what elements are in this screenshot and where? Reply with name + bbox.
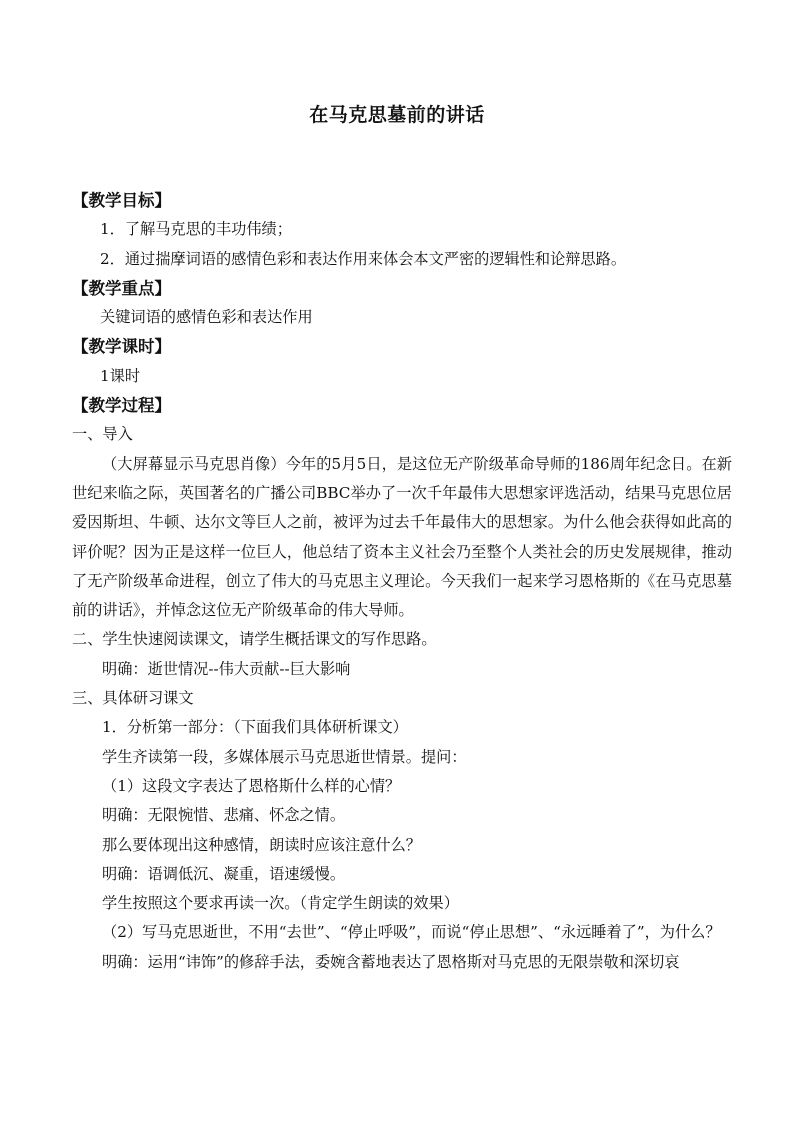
reread-instruction: 学生按照这个要求再读一次。（肯定学生朗读的效果） bbox=[102, 894, 459, 913]
question-1b: 那么要体现出这种感情，朗读时应该注意什么？ bbox=[102, 835, 421, 854]
answer-1: 明确：无限惋惜、悲痛、怀念之情。 bbox=[102, 806, 345, 825]
focus-heading: 【教学重点】 bbox=[72, 278, 171, 298]
read-answer: 明确：逝世情况--伟大贡献--巨大影响 bbox=[102, 659, 351, 678]
part1-instruction: 学生齐读第一段，多媒体展示马克思逝世情景。提问： bbox=[102, 747, 467, 766]
study-heading: 三、具体研习课文 bbox=[72, 689, 194, 708]
answer-1b: 明确：语调低沉、凝重，语速缓慢。 bbox=[102, 864, 345, 883]
focus-text: 关键词语的感情色彩和表达作用 bbox=[100, 308, 313, 327]
hours-heading: 【教学课时】 bbox=[72, 337, 171, 357]
page-title: 在马克思墓前的讲话 bbox=[309, 104, 485, 126]
process-heading: 【教学过程】 bbox=[72, 396, 171, 416]
question-1: （1）这段文字表达了恩格斯什么样的心情？ bbox=[102, 776, 401, 795]
goal-item-2: 2．通过揣摩词语的感情色彩和表达作用来体会本文严密的逻辑性和论辩思路。 bbox=[100, 249, 627, 268]
question-2: （2）写马克思逝世，不用“去世”、“停止呼吸”，而说“停止思想”、“永远睡着了”，为什么？ bbox=[102, 923, 721, 942]
intro-heading: 一、导入 bbox=[72, 425, 133, 444]
answer-2: 明确：运用“讳饰”的修辞手法，委婉含蓄地表达了恩格斯对马克思的无限崇敬和深切哀 bbox=[102, 952, 680, 971]
read-heading: 二、学生快速阅读课文，请学生概括课文的写作思路。 bbox=[72, 630, 437, 649]
document-body bbox=[72, 186, 732, 977]
goal-item-1: 1．了解马克思的丰功伟绩； bbox=[100, 220, 292, 239]
goals-heading: 【教学目标】 bbox=[72, 191, 171, 210]
hours-text: 1课时 bbox=[100, 366, 141, 385]
part1-heading: 1．分析第一部分：（下面我们具体研析课文） bbox=[102, 718, 408, 737]
intro-paragraph: （大屏幕显示马克思肖像）今年的5月5日，是这位无产阶级革命导师的186周年纪念日。在新世纪来临之际，英国著名的广播公司BBC举办了一次千年最伟大思想家评选活动，结果马克思位居爱因斯坦、牛顿、达尔文等巨人之前，被评为过去千年最伟大的思想家。为什么他会获得如此高的评价呢？因为正是这样一位巨人，他总结了资本主义社会乃至整个人类社会的历史发展规律，推动了无产阶级革命进程，创立了伟大的马克思主义理论。今天我们一起来学习恩格斯的《在马克思墓前的讲话》，并悼念这位无产阶级革命的伟大导师。 bbox=[72, 454, 732, 620]
